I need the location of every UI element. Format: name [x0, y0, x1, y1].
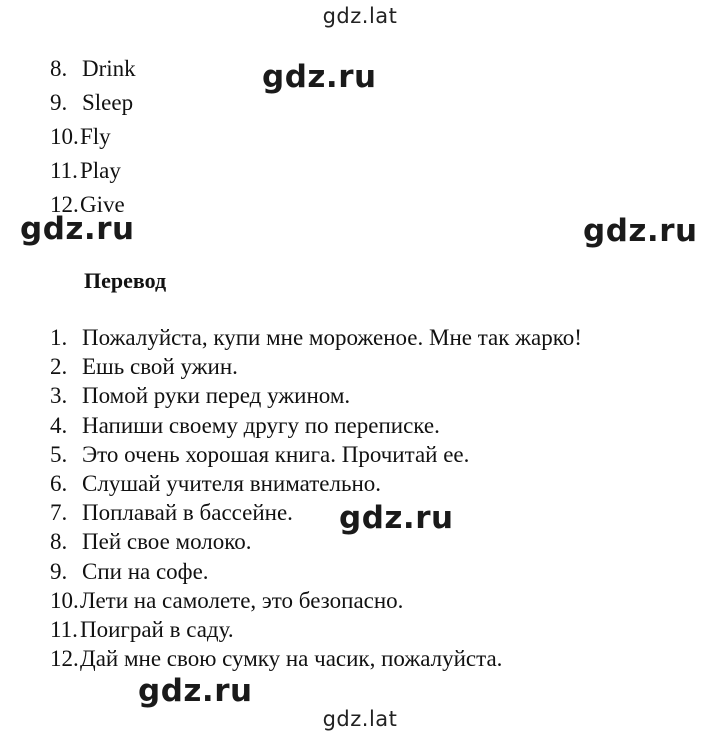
site-label-top: gdz.lat: [322, 4, 398, 28]
watermark: gdz.ru: [339, 500, 454, 536]
item-text: Пожалуйста, купи мне мороженое. Мне так жарко!: [82, 325, 582, 350]
item-text: Слушай учителя внимательно.: [82, 470, 382, 496]
list-item: [50, 381, 582, 410]
item-number: 7.: [50, 500, 68, 526]
item-number: 9.: [50, 558, 68, 584]
translation-list: [50, 323, 582, 673]
list-item: [50, 86, 136, 120]
item-number: 9.: [50, 90, 68, 115]
watermark: gdz.ru: [138, 673, 253, 709]
item-number: 6.: [50, 470, 68, 496]
list-item: [50, 644, 582, 673]
item-number: 5.: [50, 441, 68, 467]
list-item: [50, 323, 582, 352]
list-item: [50, 154, 136, 188]
item-text: Drink: [82, 56, 136, 81]
item-text: Поплавай в бассейне.: [82, 500, 293, 526]
item-text: Fly: [80, 124, 111, 149]
item-text: Лети на самолете, это безопасно.: [80, 587, 404, 613]
item-number: 4.: [50, 412, 68, 438]
list-item: [50, 52, 136, 86]
item-number: 1.: [50, 325, 68, 350]
list-item: [50, 527, 582, 556]
item-number: 12.: [50, 646, 79, 672]
list-item: [50, 557, 582, 586]
item-text: Поиграй в саду.: [80, 616, 234, 642]
watermark: gdz.ru: [583, 213, 698, 249]
item-number: 8.: [50, 56, 68, 81]
list-item: [50, 120, 136, 154]
item-text: Помой руки перед ужином.: [82, 383, 351, 409]
item-number: 10.: [50, 124, 79, 149]
item-number: 2.: [50, 354, 68, 380]
item-number: 8.: [50, 529, 68, 555]
english-word-list: [50, 52, 136, 222]
list-item: [50, 411, 582, 440]
item-text: Дай мне свою сумку на часик, пожалуйста.: [80, 646, 503, 672]
item-text: Give: [80, 192, 125, 217]
item-text: Пей свое молоко.: [82, 529, 252, 555]
item-number: 12.: [50, 192, 79, 217]
list-item: [50, 188, 136, 222]
watermark: gdz.ru: [20, 211, 135, 247]
item-number: 10.: [50, 587, 79, 613]
list-item: [50, 586, 582, 615]
list-item: [50, 615, 582, 644]
section-title: Перевод: [84, 268, 167, 293]
item-text: Это очень хорошая книга. Прочитай ее.: [82, 441, 470, 467]
list-item: [50, 469, 582, 498]
item-text: Play: [80, 158, 121, 183]
item-text: Sleep: [82, 90, 134, 115]
item-number: 11.: [50, 616, 78, 642]
list-item: [50, 498, 582, 527]
item-text: Напиши своему другу по переписке.: [82, 412, 440, 438]
watermark: gdz.ru: [262, 59, 377, 95]
list-item: [50, 352, 582, 381]
list-item: [50, 440, 582, 469]
item-number: 11.: [50, 158, 78, 183]
item-text: Спи на софе.: [82, 558, 209, 584]
item-number: 3.: [50, 383, 68, 409]
item-text: Ешь свой ужин.: [82, 354, 238, 380]
site-label-bottom: gdz.lat: [322, 707, 398, 731]
